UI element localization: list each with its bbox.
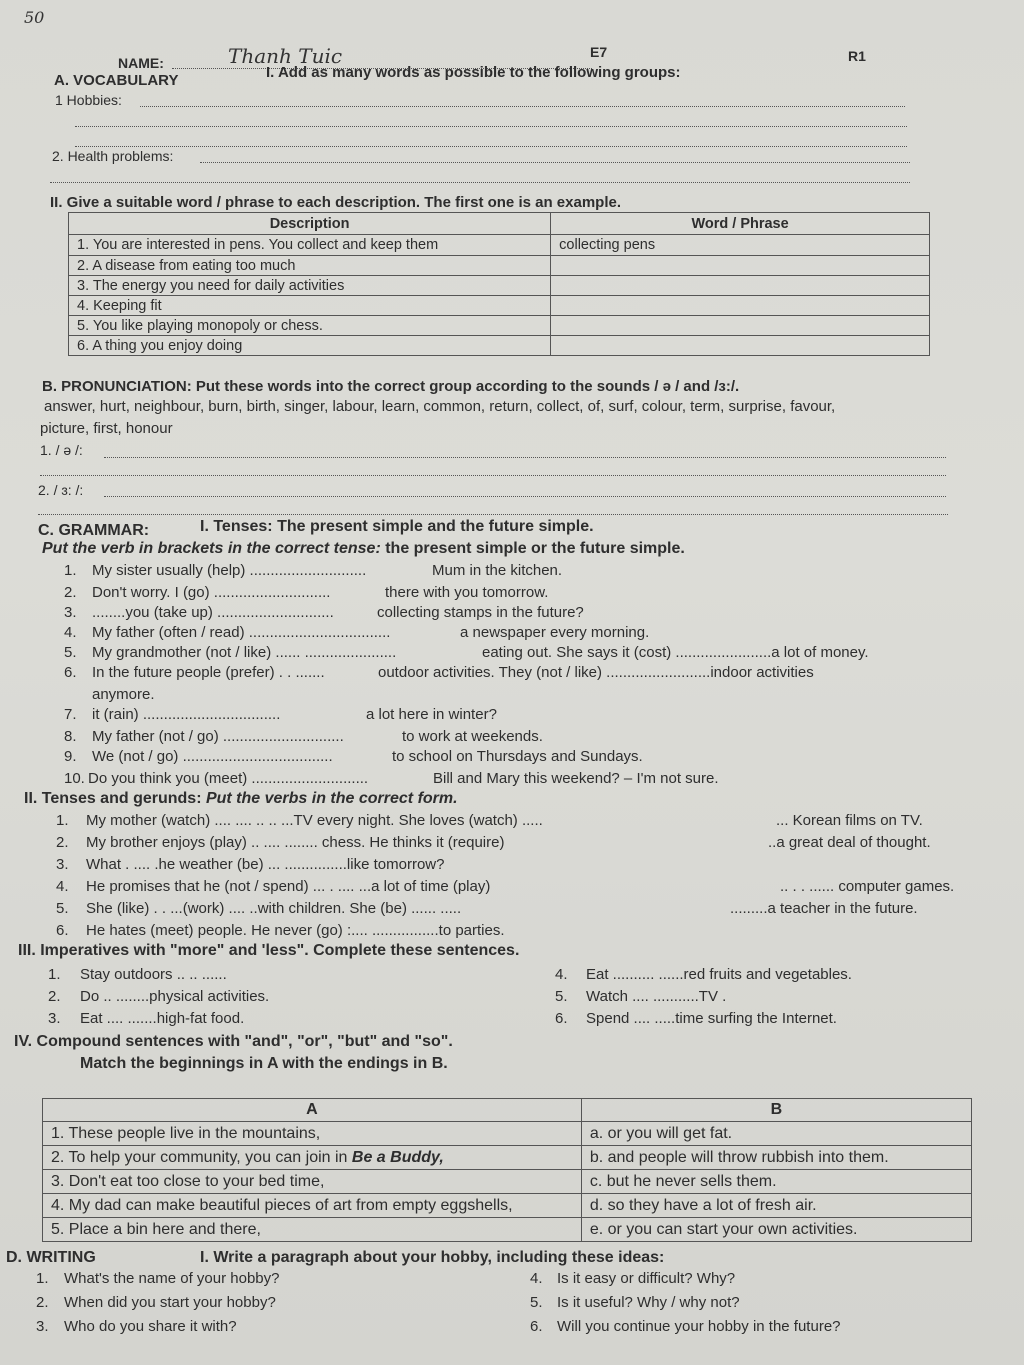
exercise-continuation: outdoor activities. They (not / like) .........................indoor activities (378, 664, 814, 681)
exercise-prompt: He hates (meet) people. He never (go) :.... ................to parties. (86, 922, 505, 939)
exercise-continuation: .. . . ...... computer games. (780, 878, 955, 895)
writing-part1-title: I. Write a paragraph about your hobby, including these ideas: (200, 1249, 665, 1266)
writing-prompt: Is it useful? Why / why not? (557, 1294, 740, 1311)
vocab-table (68, 212, 930, 356)
writing-prompt: Will you continue your hobby in the future? (557, 1318, 841, 1335)
match-cell-a: 4. My dad can make beautiful pieces of art from empty eggshells, (43, 1194, 582, 1218)
schwa-line-1 (104, 455, 946, 458)
exercise-prompt: Eat .......... ......red fruits and vegetables. (586, 966, 852, 983)
match-cell-a-emph: Be a Buddy, (351, 1148, 444, 1166)
table-row (69, 256, 930, 276)
exercise-prompt: Watch .... ...........TV . (586, 988, 727, 1005)
match-cell-b: e. or you can start your own activities. (581, 1218, 971, 1242)
item-number: 6. (530, 1318, 543, 1335)
words-line-2: picture, first, honour (40, 420, 173, 437)
table-cell: 3. The energy you need for daily activities (69, 276, 551, 296)
hobbies-line-1 (140, 104, 905, 107)
exercise-continuation: a newspaper every morning. (460, 624, 650, 641)
table-cell: 4. Keeping fit (69, 296, 551, 316)
exercise-prompt: She (like) . . ...(work) .... ..with children. She (be) ...... ..... (86, 900, 462, 917)
answer-cell[interactable] (551, 256, 930, 276)
table-row (69, 276, 930, 296)
match-cell-b: d. so they have a lot of fresh air. (581, 1194, 971, 1218)
exercise-prompt: ........you (take up) ............................ (92, 604, 334, 621)
item-number: 3. (48, 1010, 61, 1027)
name-handwritten: Thanh Tuic (228, 44, 343, 68)
item-number: 10. (64, 770, 85, 787)
item-number: 1. (56, 812, 69, 829)
exercise-continuation: collecting stamps in the future? (377, 604, 584, 621)
writing-prompt: What's the name of your hobby? (64, 1270, 280, 1287)
grammar-part2-instruction: Put the verbs in the correct form. (201, 790, 458, 807)
item-number: 9. (64, 748, 77, 765)
vocab-part2-title: II. Give a suitable word / phrase to each description. The first one is an example. (50, 194, 621, 211)
group-hobbies: 1 Hobbies: (55, 92, 122, 108)
answer-cell[interactable] (551, 276, 930, 296)
exercise-continuation: a lot here in winter? (366, 706, 497, 723)
exercise-prompt: My brother enjoys (play) .. .... ........ chess. He thinks it (require) (86, 834, 505, 851)
words-line-1: answer, hurt, neighbour, burn, birth, singer, labour, learn, common, return, collect, of, surf, colour, term, surprise, favour, (44, 398, 836, 415)
table-row (43, 1146, 972, 1170)
grammar-part1-title: I. Tenses: The present simple and the future simple. (200, 518, 594, 535)
match-cell-a (43, 1146, 582, 1170)
item-number: 4. (64, 624, 77, 641)
exercise-prompt: My grandmother (not / like) ...... ...................... (92, 644, 397, 661)
vocab-part1-title: I. Add as many words as possible to the following groups: (266, 64, 681, 81)
vocab-table-header-word: Word / Phrase (551, 213, 930, 235)
group-health: 2. Health problems: (52, 148, 174, 164)
corner-mark: 50 (24, 8, 45, 27)
section-b-title: B. PRONUNCIATION: Put these words into the correct group according to the sounds / ə / and /ɜ:/. (42, 378, 740, 395)
table-row (69, 316, 930, 336)
exercise-prompt: What . .... .he weather (be) ... ...............like tomorrow? (86, 856, 445, 873)
item-number: 4. (530, 1270, 543, 1287)
exercise-prompt: My father (often / read) .................................. (92, 624, 391, 641)
match-header-b: B (581, 1099, 971, 1122)
exercise-continuation: to school on Thursdays and Sundays. (392, 748, 643, 765)
item-number: 5. (64, 644, 77, 661)
health-line-2 (50, 180, 910, 183)
table-cell: 2. A disease from eating too much (69, 256, 551, 276)
item-number: 6. (56, 922, 69, 939)
section-c-title: C. GRAMMAR: (38, 522, 150, 539)
exercise-prompt: My father (not / go) ............................. (92, 728, 344, 745)
table-cell: collecting pens (551, 235, 930, 256)
item-number: 2. (48, 988, 61, 1005)
exercise-continuation: eating out. She says it (cost) .......................a lot of money. (482, 644, 869, 661)
writing-prompt: Is it easy or difficult? Why? (557, 1270, 736, 1287)
item-number: 5. (555, 988, 568, 1005)
grammar-part2-title: II. Tenses and gerunds: (24, 790, 202, 807)
item-number: 3. (36, 1318, 49, 1335)
table-row (43, 1170, 972, 1194)
table-row (43, 1122, 972, 1146)
exercise-prompt: Spend .... .....time surfing the Internet. (586, 1010, 837, 1027)
match-cell-b: c. but he never sells them. (581, 1170, 971, 1194)
grammar-part3-title: III. Imperatives with "more" and 'less". Complete these sentences. (18, 942, 520, 959)
item-number: 1. (48, 966, 61, 983)
match-cell-b: a. or you will get fat. (581, 1122, 971, 1146)
writing-prompt: Who do you share it with? (64, 1318, 237, 1335)
section-a-title: A. VOCABULARY (54, 72, 179, 89)
item-number: 2. (36, 1294, 49, 1311)
exercise-continuation: .........a teacher in the future. (730, 900, 918, 917)
match-cell-a: 3. Don't eat too close to your bed time, (43, 1170, 582, 1194)
vocab-table-header-desc: Description (69, 213, 551, 235)
answer-cell[interactable] (551, 296, 930, 316)
match-cell-a-text: 2. To help your community, you can join in (51, 1148, 352, 1166)
exercise-prompt: My mother (watch) .... .... .. .. ...TV every night. She loves (watch) ..... (86, 812, 543, 829)
match-cell-a: 1. These people live in the mountains, (43, 1122, 582, 1146)
item-number: 1. (36, 1270, 49, 1287)
sound-group-er: 2. / ɜ: /: (38, 482, 84, 498)
exercise-prompt: Don't worry. I (go) ............................ (92, 584, 331, 601)
item-number: 5. (56, 900, 69, 917)
item-number: 4. (555, 966, 568, 983)
instruction-rest: the present simple or the future simple. (380, 540, 685, 557)
item-number: 8. (64, 728, 77, 745)
table-row (69, 235, 930, 256)
grammar-part2-heading (24, 790, 458, 808)
table-row (69, 336, 930, 356)
writing-prompt: When did you start your hobby? (64, 1294, 276, 1311)
exercise-prompt: it (rain) ................................. (92, 706, 281, 723)
er-line-1 (104, 494, 946, 497)
exercise-prompt: He promises that he (not / spend) ... . .... ...a lot of time (play) (86, 878, 491, 895)
section-d-title: D. WRITING (6, 1249, 96, 1266)
exercise-prompt: We (not / go) .................................... (92, 748, 333, 765)
item-number: 6. (555, 1010, 568, 1027)
schwa-line-2 (40, 473, 946, 476)
exercise-prompt: My sister usually (help) ............................ (92, 562, 367, 579)
grammar-part4-instruction: Match the beginnings in A with the endings in B. (80, 1055, 448, 1072)
answer-cell[interactable] (551, 336, 930, 356)
table-cell: 5. You like playing monopoly or chess. (69, 316, 551, 336)
item-number: 2. (56, 834, 69, 851)
table-cell: 1. You are interested in pens. You collect and keep them (69, 235, 551, 256)
item-number: 6. (64, 664, 77, 681)
er-line-2 (38, 512, 948, 515)
exercise-prompt: anymore. (92, 686, 155, 703)
sound-group-schwa: 1. / ə /: (40, 442, 83, 458)
exercise-continuation: there with you tomorrow. (385, 584, 549, 601)
match-cell-a: 5. Place a bin here and there, (43, 1218, 582, 1242)
hobbies-line-2 (75, 124, 907, 127)
item-number: 5. (530, 1294, 543, 1311)
item-number: 1. (64, 562, 77, 579)
exercise-continuation: to work at weekends. (402, 728, 543, 745)
item-number: 3. (64, 604, 77, 621)
grammar-part4-title: IV. Compound sentences with "and", "or", "but" and "so". (14, 1033, 453, 1050)
match-table (42, 1098, 972, 1242)
grammar-part1-instruction (42, 540, 685, 558)
table-row (69, 296, 930, 316)
sheet-code: R1 (848, 48, 866, 64)
exercise-continuation: ... Korean films on TV. (776, 812, 923, 829)
exercise-prompt: In the future people (prefer) . . ....... (92, 664, 325, 681)
exercise-continuation: ..a great deal of thought. (768, 834, 931, 851)
item-number: 4. (56, 878, 69, 895)
item-number: 7. (64, 706, 77, 723)
match-header-a: A (43, 1099, 582, 1122)
table-row (43, 1194, 972, 1218)
exercise-continuation: Mum in the kitchen. (432, 562, 563, 579)
answer-cell[interactable] (551, 316, 930, 336)
item-number: 2. (64, 584, 77, 601)
exercise-prompt: Do you think you (meet) ............................ (88, 770, 369, 787)
exercise-prompt: Eat .... .......high-fat food. (80, 1010, 245, 1027)
item-number: 3. (56, 856, 69, 873)
hobbies-line-3 (75, 144, 907, 147)
match-cell-b: b. and people will throw rubbish into them. (581, 1146, 971, 1170)
class-code: E7 (590, 44, 608, 60)
instruction-italic: Put the verb in brackets in the correct tense: (42, 540, 381, 557)
name-label: NAME: (118, 55, 164, 71)
exercise-prompt: Do .. ........physical activities. (80, 988, 270, 1005)
exercise-prompt: Stay outdoors .. .. ...... (80, 966, 227, 983)
table-row (43, 1218, 972, 1242)
exercise-continuation: Bill and Mary this weekend? – I'm not sure. (433, 770, 719, 787)
health-line-1 (200, 160, 910, 163)
table-cell: 6. A thing you enjoy doing (69, 336, 551, 356)
